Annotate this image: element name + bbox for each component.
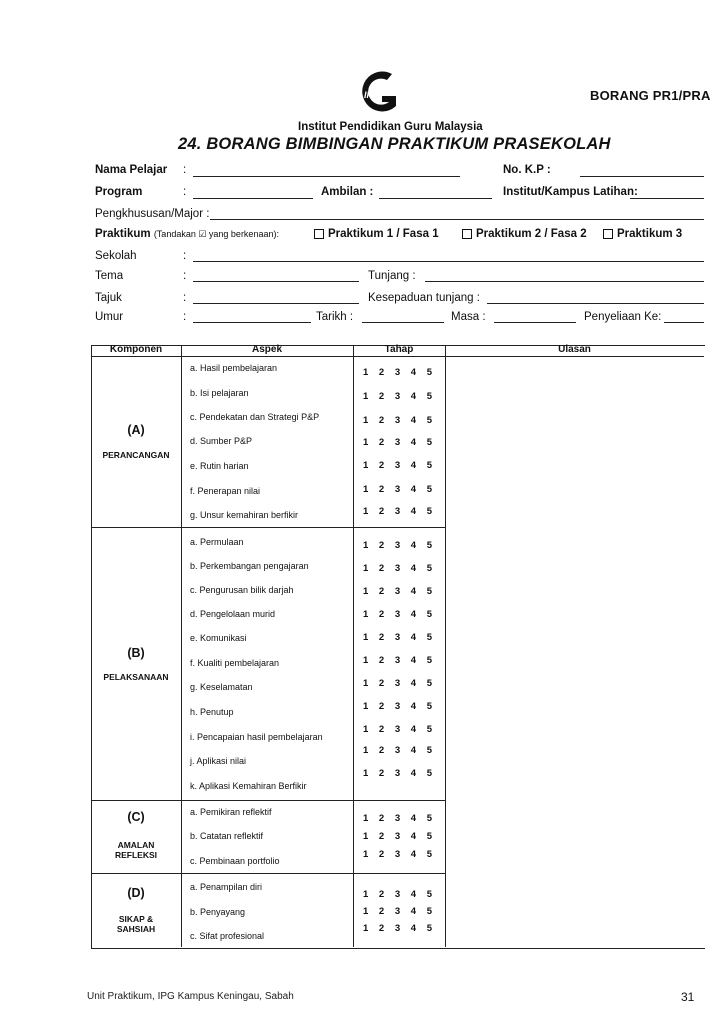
aspect-item: a. Permulaan [190,537,244,547]
tajuk-field[interactable] [193,303,359,304]
rating-scale[interactable]: 1 2 3 4 5 [363,460,432,471]
label-pengkhususan: Pengkhususan/Major : [95,208,210,220]
rating-scale[interactable]: 1 2 3 4 5 [363,923,432,934]
section-d-name: SIKAP & SAHSIAH [116,914,156,934]
no-kp-field[interactable] [580,176,704,177]
tema-field[interactable] [193,281,359,282]
column-divider [353,345,354,947]
colon: : [183,292,187,304]
section-a-letter: (A) [127,423,145,437]
rating-scale[interactable]: 1 2 3 4 5 [363,484,432,495]
label-tema: Tema [95,270,124,282]
section-a-name: PERANCANGAN [102,450,170,460]
rating-scale[interactable]: 1 2 3 4 5 [363,391,432,402]
rating-scale[interactable]: 1 2 3 4 5 [363,655,432,666]
aspect-item: c. Sifat profesional [190,931,265,941]
aspect-item: c. Pengurusan bilik darjah [190,585,294,595]
header-divider [91,356,704,357]
svg-text:IPG: IPG [364,90,380,100]
aspect-item: g. Keselamatan [190,682,253,692]
checkbox-icon[interactable] [462,229,472,239]
aspect-item: d. Pengelolaan murid [190,609,276,619]
rating-scale[interactable]: 1 2 3 4 5 [363,889,432,900]
umur-field[interactable] [193,322,311,323]
rating-scale[interactable]: 1 2 3 4 5 [363,586,432,597]
label-tunjang: Tunjang : [368,270,416,282]
section-divider [91,800,445,801]
header-aspek: Aspek [251,344,282,355]
section-divider [91,527,445,528]
rating-scale[interactable]: 1 2 3 4 5 [363,768,432,779]
section-b-name: PELAKSANAAN [103,672,169,682]
rating-scale[interactable]: 1 2 3 4 5 [363,367,432,378]
option-praktikum-1[interactable]: Praktikum 1 / Fasa 1 [314,228,439,240]
label-nama-pelajar: Nama Pelajar [95,164,168,176]
rating-scale[interactable]: 1 2 3 4 5 [363,540,432,551]
rating-scale[interactable]: 1 2 3 4 5 [363,906,432,917]
label-penyeliaan: Penyeliaan Ke: [584,311,662,323]
tarikh-field[interactable] [362,322,444,323]
aspect-item: k. Aplikasi Kemahiran Berfikir [190,781,307,791]
colon: : [183,270,187,282]
praktikum-note: (Tandakan ☑ yang berkenaan): [153,229,279,239]
aspect-item: c. Pendekatan dan Strategi P&P [190,412,320,422]
colon: : [183,186,187,198]
column-divider [445,345,446,947]
aspect-item: b. Perkembangan pengajaran [190,561,309,571]
aspect-item: i. Pencapaian hasil pembelajaran [190,732,323,742]
aspect-item: c. Pembinaan portfolio [190,856,280,866]
label-umur: Umur [95,311,124,323]
aspect-item: f. Penerapan nilai [190,486,261,496]
label-sekolah: Sekolah [95,250,137,262]
rating-scale[interactable]: 1 2 3 4 5 [363,745,432,756]
rating-scale[interactable]: 1 2 3 4 5 [363,701,432,712]
section-b-letter: (B) [127,646,145,660]
label-tarikh: Tarikh : [316,311,354,323]
program-field[interactable] [193,198,313,199]
aspect-item: a. Pemikiran reflektif [190,807,272,817]
institution-name: Institut Pendidikan Guru Malaysia [298,121,483,133]
rating-scale[interactable]: 1 2 3 4 5 [363,415,432,426]
checkbox-icon[interactable] [314,229,324,239]
footer-text: Unit Praktikum, IPG Kampus Keningau, Sabah [87,991,294,1002]
aspect-item: g. Unsur kemahiran berfikir [190,510,299,520]
tunjang-field[interactable] [425,281,704,282]
aspect-item: f. Kualiti pembelajaran [190,658,280,668]
pengkhususan-field[interactable] [210,219,704,220]
aspect-item: j. Aplikasi nilai [190,756,247,766]
aspect-item: h. Penutup [190,707,234,717]
option-praktikum-2[interactable]: Praktikum 2 / Fasa 2 [462,228,587,240]
header-komponen: Komponen [109,344,163,355]
colon: : [183,164,187,176]
nama-pelajar-field[interactable] [193,176,460,177]
header-ulasan: Ulasan [558,344,591,355]
section-c-letter: (C) [127,810,145,824]
rating-scale[interactable]: 1 2 3 4 5 [363,609,432,620]
column-divider [181,345,182,947]
aspect-item: a. Hasil pembelajaran [190,363,278,373]
aspect-item: b. Penyayang [190,907,246,917]
rating-scale[interactable]: 1 2 3 4 5 [363,849,432,860]
label-tajuk: Tajuk [95,292,122,304]
sekolah-field[interactable] [193,261,704,262]
rating-scale[interactable]: 1 2 3 4 5 [363,506,432,517]
ipg-logo [356,66,404,122]
section-c-name: AMALAN REFLEKSI [114,840,158,860]
aspect-item: d. Sumber P&P [190,436,253,446]
aspect-item: b. Isi pelajaran [190,388,249,398]
label-program: Program [95,186,143,198]
label-praktikum: Praktikum (Tandakan ☑ yang berkenaan): [95,228,279,240]
label-kesepaduan: Kesepaduan tunjang : [368,292,480,304]
label-no-kp: No. K.P : [503,164,551,176]
form-code: BORANG PR1/PRA [590,88,711,103]
rating-scale[interactable]: 1 2 3 4 5 [363,563,432,574]
masa-field[interactable] [494,322,576,323]
rating-scale[interactable]: 1 2 3 4 5 [363,632,432,643]
rating-scale[interactable]: 1 2 3 4 5 [363,437,432,448]
checkbox-icon[interactable] [603,229,613,239]
aspect-item: e. Komunikasi [190,633,247,643]
section-divider [91,873,445,874]
aspect-item: a. Penampilan diri [190,882,263,892]
rating-scale[interactable]: 1 2 3 4 5 [363,813,432,824]
ambilan-field[interactable] [379,198,492,199]
aspect-item: b. Catatan reflektif [190,831,264,841]
kesepaduan-field[interactable] [487,303,704,304]
colon: : [183,250,187,262]
option-praktikum-3[interactable]: Praktikum 3 [603,228,682,240]
colon: : [183,311,187,323]
page-number: 31 [681,990,695,1004]
section-d-letter: (D) [127,886,145,900]
label-institut: Institut/Kampus Latihan: [503,186,638,198]
institut-field[interactable] [630,198,704,199]
form-title: 24. BORANG BIMBINGAN PRAKTIKUM PRASEKOLAH [178,135,611,153]
aspect-item: e. Rutin harian [190,461,249,471]
header-tahap: Tahap [384,344,414,355]
label-masa: Masa : [451,311,486,323]
penyeliaan-field[interactable] [664,322,704,323]
rating-scale[interactable]: 1 2 3 4 5 [363,678,432,689]
rating-scale[interactable]: 1 2 3 4 5 [363,724,432,735]
label-ambilan: Ambilan : [321,186,374,198]
rating-scale[interactable]: 1 2 3 4 5 [363,831,432,842]
